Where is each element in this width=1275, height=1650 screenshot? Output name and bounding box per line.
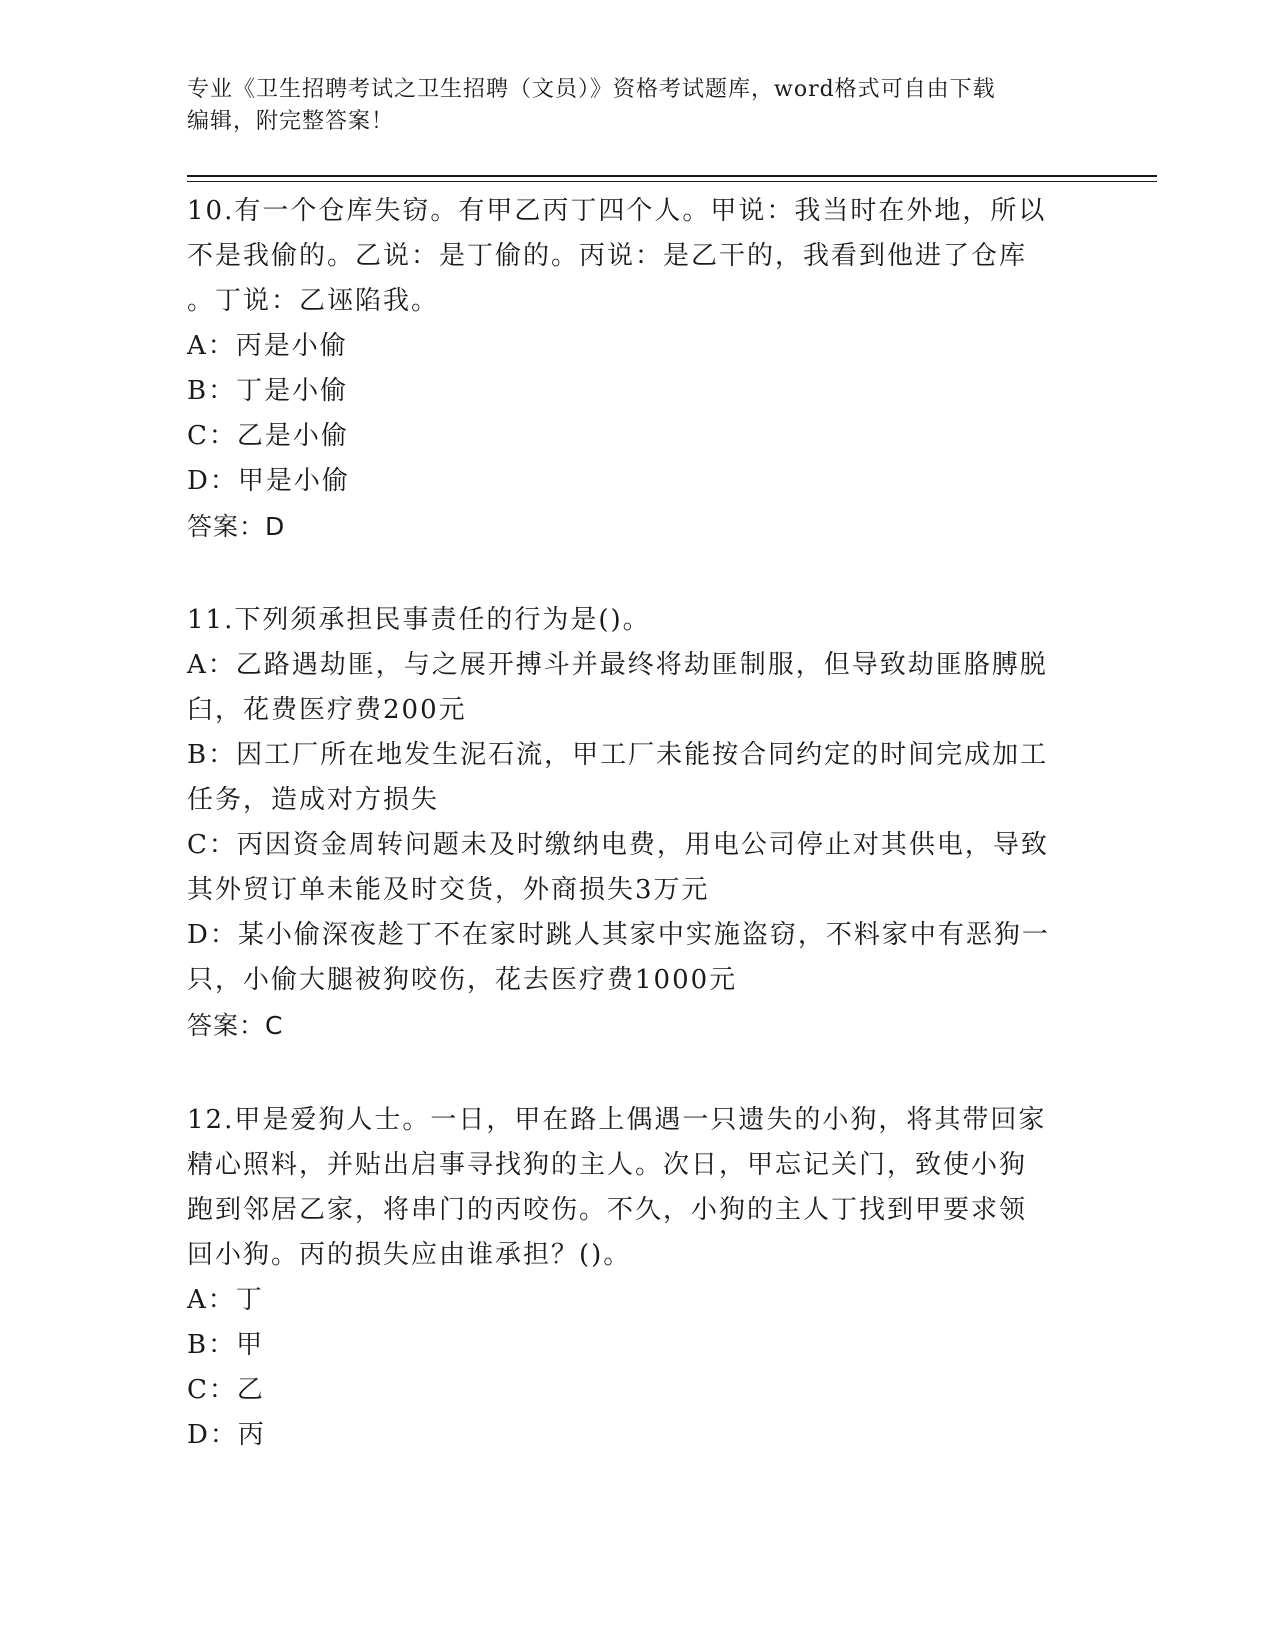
question-11-option-b-cont: 任务，造成对方损失 (187, 785, 440, 815)
question-10-option-b: B：丁是小偷 (187, 376, 349, 406)
question-12-text-line: 跑到邻居乙家，将串门的丙咬伤。不久，小狗的主人丁找到甲要求领 (187, 1195, 1028, 1225)
question-11-answer: 答案：C (187, 1011, 284, 1040)
question-12-option-d: D：丙 (187, 1420, 266, 1450)
question-12-option-c: C：乙 (187, 1375, 265, 1405)
question-12-text-line: 12.甲是爱狗人士。一日，甲在路上偶遇一只遗失的小狗，将其带回家 (187, 1105, 1047, 1135)
header-divider-thick (187, 175, 1157, 177)
question-11-option-a-cont: 臼，花费医疗费200元 (187, 695, 467, 725)
question-12-text-line: 精心照料，并贴出启事寻找狗的主人。次日，甲忘记关门，致使小狗 (187, 1150, 1028, 1180)
question-11-text-line: 11.下列须承担民事责任的行为是()。 (187, 605, 651, 635)
question-11-option-c-cont: 其外贸订单未能及时交货，外商损失3万元 (187, 875, 710, 905)
question-10-option-d: D：甲是小偷 (187, 466, 350, 496)
question-11-option-c: C：丙因资金周转问题未及时缴纳电费，用电公司停止对其供电，导致 (187, 830, 1049, 860)
question-12-option-a: A：丁 (187, 1285, 264, 1315)
header-divider-thin (187, 181, 1157, 182)
question-12-option-b: B：甲 (187, 1330, 265, 1360)
header-line-2: 编辑，附完整答案！ (187, 109, 395, 134)
question-11-option-d: D：某小偷深夜趁丁不在家时跳人其家中实施盗窃，不料家中有恶狗一 (187, 920, 1050, 950)
question-11-option-b: B：因工厂所在地发生泥石流，甲工厂未能按合同约定的时间完成加工 (187, 740, 1049, 770)
question-11-option-d-cont: 只，小偷大腿被狗咬伤，花去医疗费1000元 (187, 965, 738, 995)
question-10-option-c: C：乙是小偷 (187, 421, 349, 451)
question-10-answer: 答案：D (187, 512, 286, 541)
question-10-text-line: 不是我偷的。乙说：是丁偷的。丙说：是乙干的，我看到他进了仓库 (187, 241, 1028, 271)
document-header (187, 74, 1087, 138)
question-11 (187, 598, 1067, 1048)
question-11-option-a: A：乙路遇劫匪，与之展开搏斗并最终将劫匪制服，但导致劫匪胳膊脱 (187, 650, 1048, 680)
question-12-text-line: 回小狗。丙的损失应由谁承担？()。 (187, 1240, 632, 1270)
question-10-option-a: A：丙是小偷 (187, 331, 348, 361)
question-10-text-line: 10.有一个仓库失窃。有甲乙丙丁四个人。甲说：我当时在外地，所以 (187, 196, 1047, 226)
question-10-text-line: 。丁说：乙诬陷我。 (187, 286, 440, 316)
question-10 (187, 189, 1067, 549)
header-line-1: 专业《卫生招聘考试之卫生招聘（文员）》资格考试题库，word格式可自由下载 (187, 77, 996, 102)
question-12 (187, 1098, 1067, 1458)
